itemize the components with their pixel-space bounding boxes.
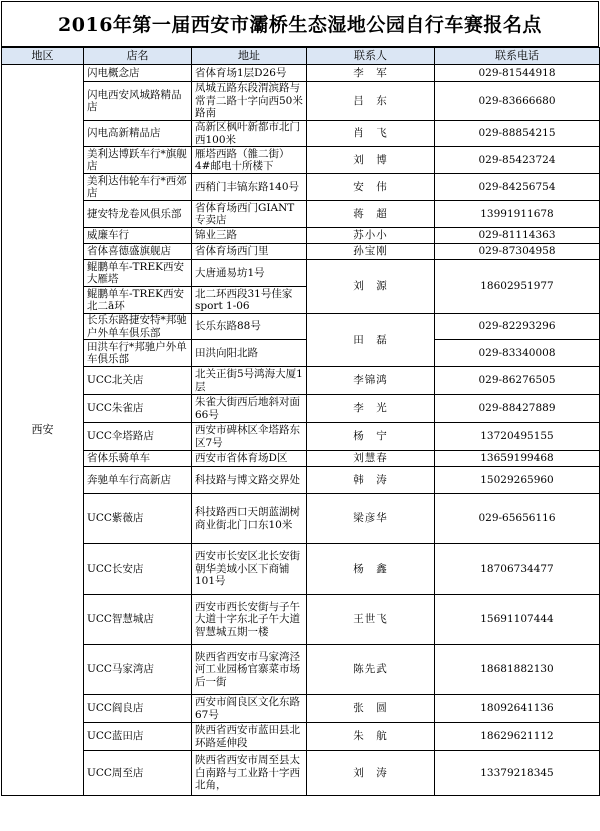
store-name: 省体喜德盛旗舰店: [84, 244, 192, 260]
store-address: 西安市长安区北长安街朝华美域小区下商铺101号: [192, 544, 307, 595]
table-row: [2, 645, 600, 695]
store-contact: 刘慧春: [307, 451, 435, 467]
store-address: 陕西省西安市蓝田县北环路延伸段: [192, 723, 307, 751]
store-phone: 029-81544918: [435, 65, 600, 82]
store-name: UCC周至店: [84, 751, 192, 796]
store-address: 西安市西长安街与子午大道十字东北子午大道智慧城五期一楼: [192, 595, 307, 645]
store-name: UCC阎良店: [84, 695, 192, 723]
store-address: 西安市省体育场D区: [192, 451, 307, 467]
store-contact: 安 伟: [307, 174, 435, 201]
store-contact: 田 磊: [307, 314, 435, 367]
header-region: 地区: [2, 48, 84, 65]
header-contact: 联系人: [307, 48, 435, 65]
store-contact: 陈先武: [307, 645, 435, 695]
store-phone: 18706734477: [435, 544, 600, 595]
store-contact: 李 光: [307, 395, 435, 423]
store-address: 朱雀大街西后地斜对面66号: [192, 395, 307, 423]
store-address: 省体育场西门GIANT专卖店: [192, 201, 307, 228]
store-name: UCC紫薇店: [84, 494, 192, 544]
store-phone: 029-88427889: [435, 395, 600, 423]
store-name: 闪电高新精品店: [84, 121, 192, 147]
store-phone: 15691107444: [435, 595, 600, 645]
store-address: 北二环西段31号佳家sport 1-06: [192, 287, 307, 314]
store-contact: 杨 宁: [307, 423, 435, 451]
store-address: 北关正街5号鸿海大厦1层: [192, 367, 307, 395]
store-address: 陕西省西安市周至县太白南路与工业路十字西北角，: [192, 751, 307, 796]
store-phone: 029-65656116: [435, 494, 600, 544]
table-row: [2, 451, 600, 467]
store-contact: 李锦鸿: [307, 367, 435, 395]
store-phone: 029-88854215: [435, 121, 600, 147]
store-address: 田洪向阳北路: [192, 340, 307, 367]
store-name: 闪电概念店: [84, 65, 192, 82]
store-contact: 朱 航: [307, 723, 435, 751]
header-address: 地址: [192, 48, 307, 65]
header-phone: 联系电话: [435, 48, 600, 65]
store-name: 长乐东路捷安特*邦驰户外单车俱乐部: [84, 314, 192, 340]
store-phone: 18602951977: [435, 260, 600, 314]
store-contact: 吕 东: [307, 82, 435, 121]
store-address: 西安市碑林区伞塔路东区7号: [192, 423, 307, 451]
store-phone: 18681882130: [435, 645, 600, 695]
table-row: [2, 723, 600, 751]
store-phone: 13991911678: [435, 201, 600, 228]
table-row: [2, 147, 600, 174]
store-phone: 029-81114363: [435, 228, 600, 244]
store-contact: 张 圆: [307, 695, 435, 723]
store-address: 高新区枫叶新都市北门西100米: [192, 121, 307, 147]
table-row: [2, 494, 600, 544]
store-name: 省体乐骑单车: [84, 451, 192, 467]
store-contact: 梁彦华: [307, 494, 435, 544]
store-address: 科技路与博文路交界处: [192, 467, 307, 494]
store-address: 凤城五路东段渭滨路与常青二路十字向西50米路南: [192, 82, 307, 121]
store-address: 大唐通易坊1号: [192, 260, 307, 287]
sheet: [1, 1, 599, 829]
table-row: [2, 367, 600, 395]
store-contact: 李 军: [307, 65, 435, 82]
store-contact: 苏小小: [307, 228, 435, 244]
store-name: UCC长安店: [84, 544, 192, 595]
store-phone: 18092641136: [435, 695, 600, 723]
store-contact: 肖 飞: [307, 121, 435, 147]
store-address: 省体育场1层D26号: [192, 65, 307, 82]
store-phone: 13379218345: [435, 751, 600, 796]
store-name: 田洪车行*邦驰户外单车俱乐部: [84, 340, 192, 367]
table-row: [2, 260, 600, 287]
page-title: 2016年第一届西安市灞桥生态湿地公园自行车赛报名点: [1, 1, 599, 47]
store-address: 西稍门丰镐东路140号: [192, 174, 307, 201]
store-name: UCC智慧城店: [84, 595, 192, 645]
store-name: 美利达博跃车行*旗舰店: [84, 147, 192, 174]
table-row: [2, 395, 600, 423]
table-row: [2, 121, 600, 147]
store-address: 雁塔西路（雒二街）4#邮电十所楼下: [192, 147, 307, 174]
store-name: UCC伞塔路店: [84, 423, 192, 451]
store-phone: 029-82293296: [435, 314, 600, 340]
store-name: 奔驰单车行高新店: [84, 467, 192, 494]
store-contact: 孙宝刚: [307, 244, 435, 260]
store-name: UCC北关店: [84, 367, 192, 395]
store-contact: 王世飞: [307, 595, 435, 645]
table-row: [2, 228, 600, 244]
region-cell: 西安: [2, 65, 84, 796]
store-address: 锦业三路: [192, 228, 307, 244]
store-phone: 029-87304958: [435, 244, 600, 260]
store-phone: 029-83666680: [435, 82, 600, 121]
table-row: [2, 423, 600, 451]
store-name: 美利达伟轮车行*西郊店: [84, 174, 192, 201]
table-row: [2, 544, 600, 595]
store-contact: 刘 源: [307, 260, 435, 314]
table-row: [2, 244, 600, 260]
store-phone: 13659199468: [435, 451, 600, 467]
store-address: 长乐东路88号: [192, 314, 307, 340]
header-row: [2, 48, 600, 65]
store-contact: 刘 博: [307, 147, 435, 174]
store-phone: 18629621112: [435, 723, 600, 751]
signup-table: [1, 47, 600, 796]
store-contact: 杨 鑫: [307, 544, 435, 595]
store-address: 西安市阎良区文化东路67号: [192, 695, 307, 723]
table-row: [2, 695, 600, 723]
table-row: [2, 82, 600, 121]
table-row: [2, 65, 600, 82]
store-address: 科技路西口天朗蓝湖树商业街北门口东10米: [192, 494, 307, 544]
store-phone: 029-84256754: [435, 174, 600, 201]
table-row: [2, 201, 600, 228]
store-contact: 蒋 超: [307, 201, 435, 228]
store-name: 鲲鹏单车-TREK西安北二ā环: [84, 287, 192, 314]
table-row: [2, 467, 600, 494]
store-name: 鲲鹏单车-TREK西安大雁塔: [84, 260, 192, 287]
table-row: [2, 751, 600, 796]
header-store: 店名: [84, 48, 192, 65]
store-contact: 韩 涛: [307, 467, 435, 494]
store-name: UCC马家湾店: [84, 645, 192, 695]
store-phone: 15029265960: [435, 467, 600, 494]
store-name: UCC蓝田店: [84, 723, 192, 751]
store-name: 捷安特龙卷风俱乐部: [84, 201, 192, 228]
store-phone: 029-85423724: [435, 147, 600, 174]
store-name: 闪电西安风城路精品店: [84, 82, 192, 121]
table-row: [2, 174, 600, 201]
table-row: [2, 314, 600, 340]
store-phone: 029-86276505: [435, 367, 600, 395]
store-phone: 029-83340008: [435, 340, 600, 367]
store-name: 威廉车行: [84, 228, 192, 244]
table-row: [2, 595, 600, 645]
store-address: 陕西省西安市马家湾泾河工业园杨官寨菜市场后一街: [192, 645, 307, 695]
table-row: [2, 340, 600, 367]
store-address: 省体育场西门里: [192, 244, 307, 260]
store-phone: 13720495155: [435, 423, 600, 451]
store-contact: 刘 涛: [307, 751, 435, 796]
store-name: UCC朱雀店: [84, 395, 192, 423]
